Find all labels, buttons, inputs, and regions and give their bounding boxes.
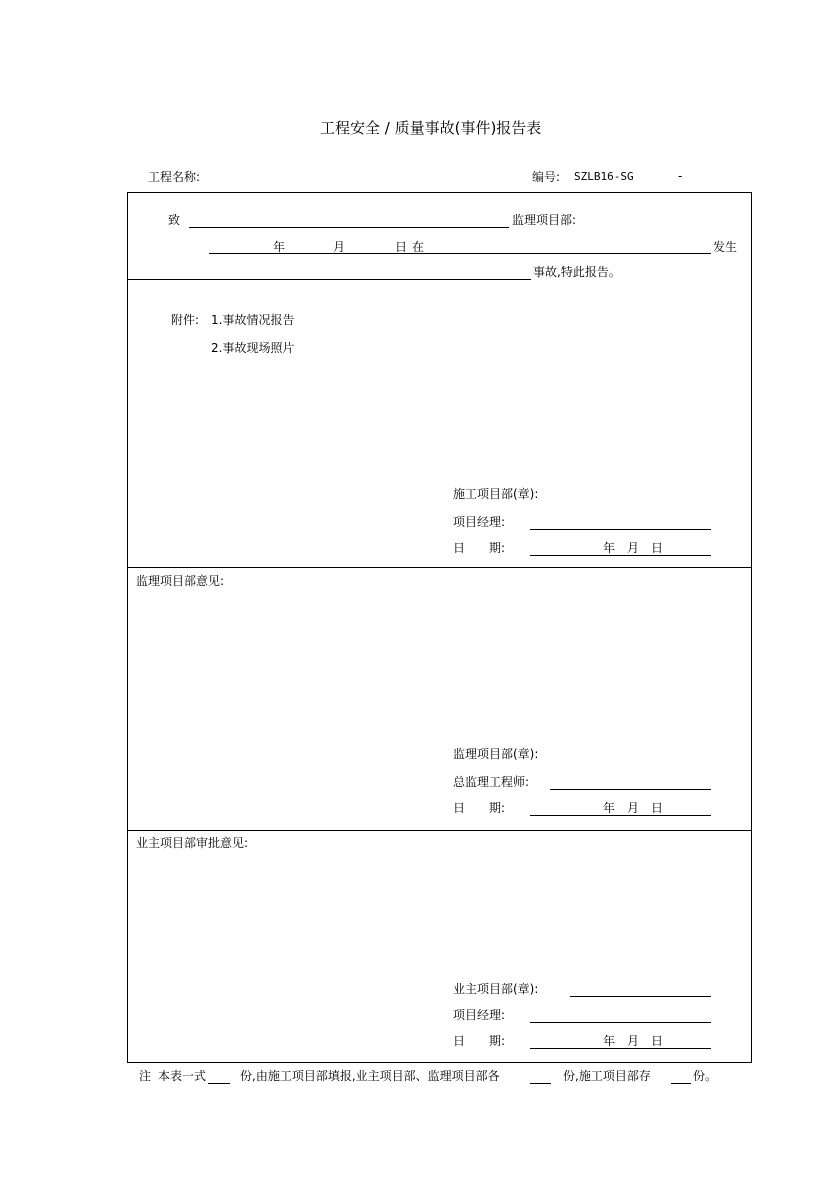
attachment-item-1: 1.事故情况报告: [211, 313, 295, 327]
year-label: 年: [273, 240, 286, 254]
owner-manager-label: 项目经理:: [453, 1008, 506, 1022]
footer-text-2: 份,由施工项目部填报,业主项目部、监理项目部各: [240, 1069, 500, 1083]
recipient-field[interactable]: [189, 227, 509, 228]
date-month: 月: [627, 541, 640, 555]
date-month: 月: [627, 1034, 640, 1048]
attachment-item-2: 2.事故现场照片: [211, 341, 295, 355]
copies-field-1[interactable]: [208, 1083, 230, 1084]
date-year: 年: [603, 801, 616, 815]
at-label: 在: [412, 240, 425, 254]
project-manager-label: 项目经理:: [453, 515, 506, 529]
owner-approval-label: 业主项目部审批意见:: [136, 836, 249, 850]
project-manager-field[interactable]: [530, 529, 711, 530]
section-divider-2: [127, 830, 752, 831]
owner-seal-label: 业主项目部(章):: [453, 982, 539, 996]
date-label-b: 期:: [489, 801, 506, 815]
date-day: 日: [651, 801, 664, 815]
supervision-seal-label: 监理项目部(章):: [453, 747, 539, 761]
date-month: 月: [627, 801, 640, 815]
date-year: 年: [603, 1034, 616, 1048]
number-label: 编号:: [532, 170, 561, 184]
day-label: 日: [395, 240, 408, 254]
date-field[interactable]: [530, 1048, 711, 1049]
project-name-label: 工程名称:: [148, 170, 201, 184]
date-label-b: 期:: [489, 541, 506, 555]
date-day: 日: [651, 541, 664, 555]
date-label-a: 日: [453, 801, 466, 815]
copies-field-2[interactable]: [530, 1083, 551, 1084]
footer-text-1: 本表一式: [158, 1069, 207, 1083]
accident-description-field[interactable]: [127, 279, 531, 280]
date-day: 日: [651, 1034, 664, 1048]
chief-engineer-label: 总监理工程师:: [453, 775, 530, 789]
owner-seal-field[interactable]: [570, 996, 711, 997]
footer-text-4: 份。: [693, 1069, 718, 1083]
page-title: 工程安全 / 质量事故(事件)报告表: [320, 119, 542, 137]
copies-field-3[interactable]: [671, 1083, 691, 1084]
footer-text-3: 份,施工项目部存: [563, 1069, 651, 1083]
construction-seal-label: 施工项目部(章):: [453, 487, 539, 501]
occurred-label: 发生: [713, 240, 738, 254]
owner-manager-field[interactable]: [530, 1022, 711, 1023]
date-year: 年: [603, 541, 616, 555]
number-value: SZLB16-SG: [574, 170, 634, 183]
month-label: 月: [333, 240, 346, 254]
date-label-a: 日: [453, 1034, 466, 1048]
accident-report-text: 事故,特此报告。: [533, 265, 621, 279]
chief-engineer-field[interactable]: [550, 789, 711, 790]
section-divider-1: [127, 567, 752, 568]
attachment-label: 附件:: [171, 313, 200, 327]
supervision-dept-label: 监理项目部:: [512, 213, 577, 227]
date-label-b: 期:: [489, 1034, 506, 1048]
number-dash: -: [678, 169, 683, 183]
to-label: 致: [168, 213, 181, 227]
supervision-opinion-label: 监理项目部意见:: [136, 574, 225, 588]
footer-note-label: 注: [139, 1069, 152, 1083]
date-label-a: 日: [453, 541, 466, 555]
date-field[interactable]: [530, 555, 711, 556]
date-field[interactable]: [530, 815, 711, 816]
